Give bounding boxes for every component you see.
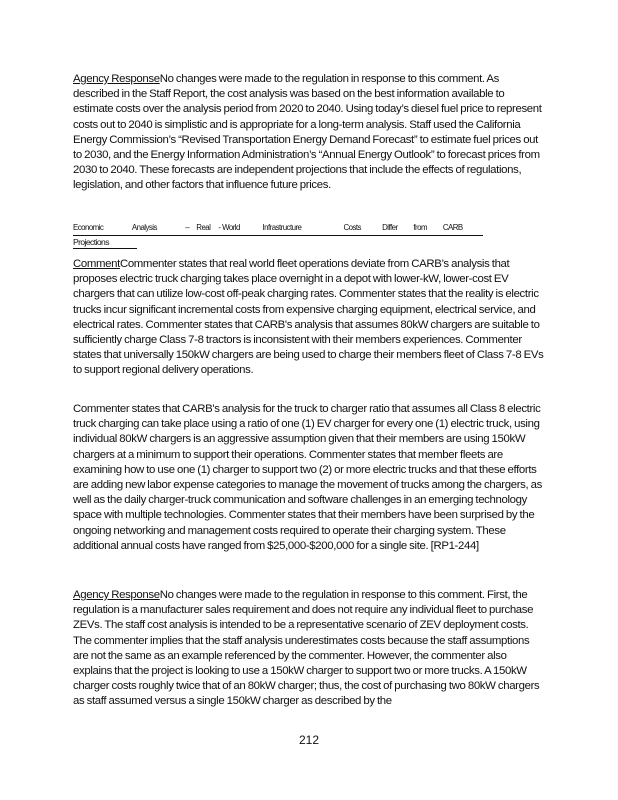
heading-word-6: Infrastructure — [262, 222, 302, 232]
heading-word-8: Differ — [382, 222, 398, 232]
heading-word-2: Analysis — [131, 222, 157, 232]
heading-word-4: Real — [196, 222, 211, 232]
heading-word-9: from — [413, 222, 428, 232]
comment-text-2: Commenter states that CARB's analysis for the truck to charger ratio that assumes all Class 8 electric truck charging can take place using a ratio of one (1) EV charger for every one (1) electric truck, using individual 80kW chargers is an aggressive assumption given that their members are using 150kW chargers at a minimum to support their operations. Commenter states that member fleets are examining how to use one (1) charger to support two (2) or more electric trucks and that these efforts are adding new labor expense categories to manage the movement of trucks among the chargers, as well as the daily charger-truck communication and software challenges in an emerging technology space with multiple technologies. Commenter states that their members have been surprised by the ongoing networking and management costs required to operate their charging system. These additional annual costs have ranged from $25,000-$200,000 for a single site. [RP1-244] — [73, 403, 542, 552]
comment-label: Comment — [73, 258, 120, 270]
comment-text: Commenter states that real world fleet operations deviate from CARB’s analysis that proposes electric truck charging takes place overnight in a depot with lower-kW, lower-cost EV chargers that can utilize low-cost off-peak charging rates. Commenter states that the reality is electric trucks incur significant incremental costs from expensive charging equipment, electrical service, and electrical rates. Commenter states that CARB's analysis that assumes 80kW chargers are suitable to sufficiently charge Class 7-8 tractors is inconsistent with their members experiences. Commenter states that universally 150kW chargers are being used to charge their members fleet of Class 7-8 EVs to support regional delivery operations. — [73, 258, 544, 377]
agency-response-label-2: Agency Response — [73, 589, 160, 601]
section-heading — [73, 222, 463, 234]
agency-response-label-1: Agency Response — [73, 73, 160, 85]
agency-response-text-2: No changes were made to the regulation in response to this comment. First, the regulation is a manufacturer sales requirement and does not require any individual fleet to purchase ZEVs. The staff cost analysis is intended to be a representative scenario of ZEV deployment costs. The commenter implies that the staff analysis underestimates costs because the staff assumptions are not the same as an example referenced by the commenter. However, the commenter also explains that the project is looking to use a 150kW charger to support two or more trucks. A 150kW charger costs roughly twice that of an 80kW charger; thus, the cost of purchasing two 80kW chargers as staff assumed versus a single 150kW charger as described by the — [73, 589, 540, 708]
page-number: 212 — [298, 733, 320, 747]
heading-word-1: Economic — [73, 222, 104, 232]
heading-underline — [73, 235, 483, 236]
agency-response-paragraph-1 — [73, 72, 545, 194]
agency-response-paragraph-2 — [73, 588, 545, 710]
comment-paragraph — [73, 257, 545, 379]
heading-line-2: Projections — [73, 237, 109, 247]
comment-paragraph-2 — [73, 402, 545, 554]
heading-word-10: CARB — [442, 222, 463, 232]
agency-response-text-1: No changes were made to the regulation in response to this comment. As described in the Staff Report, the cost analysis was based on the best information available to estimate costs over the analysis period from 2020 to 2040. Using today’s diesel fuel price to represent costs out to 2040 is simplistic and is appropriate for a long-term analysis. Staff used the California Energy Commission’s “Revised Transportation Energy Demand Forecast” to estimate fuel prices out to 2030, and the Energy Information Administration’s “Annual Energy Outlook” to forecast prices from 2030 to 2040. These forecasts are independent projections that include the effects of regulations, legislation, and other factors that influence future prices. — [73, 73, 542, 192]
heading-word-7: Costs — [343, 222, 361, 232]
heading-underline-2 — [73, 248, 137, 249]
heading-word-5: - World — [218, 222, 240, 232]
heading-word-3: – — [185, 222, 190, 232]
